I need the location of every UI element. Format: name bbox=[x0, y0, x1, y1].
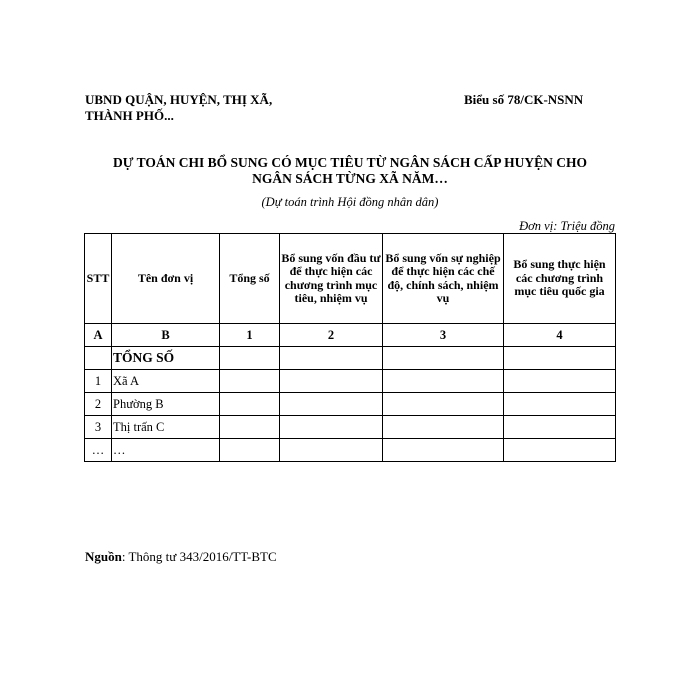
table-cell bbox=[504, 370, 616, 393]
header-recurrent: Bổ sung vốn sự nghiệp để thực hiện các chế độ, chính sách, nhiệm vụ bbox=[383, 234, 504, 324]
authority-line-1: UBND QUẬN, HUYỆN, THỊ XÃ, bbox=[85, 92, 273, 107]
table-cell bbox=[383, 416, 504, 439]
source-text: : Thông tư 343/2016/TT-BTC bbox=[121, 549, 277, 564]
code-4: 4 bbox=[504, 324, 616, 347]
table-cell bbox=[280, 370, 383, 393]
source-note bbox=[85, 549, 277, 565]
table-cell bbox=[280, 347, 383, 370]
document-title bbox=[80, 155, 620, 187]
table-cell bbox=[504, 416, 616, 439]
total-row bbox=[85, 347, 616, 370]
table-cell bbox=[220, 347, 280, 370]
row-stt: 1 bbox=[85, 370, 112, 393]
table-cell bbox=[220, 393, 280, 416]
table-cell bbox=[85, 347, 112, 370]
code-a: A bbox=[85, 324, 112, 347]
table-cell bbox=[220, 370, 280, 393]
table-cell bbox=[220, 416, 280, 439]
table-cell bbox=[383, 347, 504, 370]
table-row bbox=[85, 439, 616, 462]
table-cell bbox=[383, 393, 504, 416]
code-3: 3 bbox=[383, 324, 504, 347]
table-row bbox=[85, 393, 616, 416]
row-stt: 2 bbox=[85, 393, 112, 416]
form-code: Biểu số 78/CK-NSNN bbox=[464, 92, 584, 107]
table-cell bbox=[383, 370, 504, 393]
source-label: Nguồn bbox=[85, 549, 122, 564]
row-name: Xã A bbox=[112, 370, 220, 393]
budget-table bbox=[84, 233, 616, 462]
header-unit-name: Tên đơn vị bbox=[112, 234, 220, 324]
code-2: 2 bbox=[280, 324, 383, 347]
table-cell bbox=[280, 393, 383, 416]
code-b: B bbox=[112, 324, 220, 347]
code-1: 1 bbox=[220, 324, 280, 347]
row-name: Thị trấn C bbox=[112, 416, 220, 439]
authority-line-2: THÀNH PHỐ... bbox=[85, 108, 174, 123]
table-cell bbox=[504, 393, 616, 416]
row-stt: … bbox=[85, 439, 112, 462]
row-name: Phường B bbox=[112, 393, 220, 416]
unit-label: Đơn vị: Triệu đồng bbox=[519, 219, 615, 233]
table-cell bbox=[504, 439, 616, 462]
table-row bbox=[85, 416, 616, 439]
table-cell bbox=[280, 416, 383, 439]
header-national-program: Bổ sung thực hiện các chương trình mục tiêu quốc gia bbox=[504, 234, 616, 324]
issuing-authority bbox=[85, 92, 272, 124]
title-line-1: DỰ TOÁN CHI BỔ SUNG CÓ MỤC TIÊU TỪ NGÂN SÁCH CẤP HUYỆN CHO bbox=[113, 155, 587, 170]
row-name: … bbox=[112, 439, 220, 462]
table-cell bbox=[504, 347, 616, 370]
row-stt: 3 bbox=[85, 416, 112, 439]
table-cell bbox=[220, 439, 280, 462]
table-cell bbox=[383, 439, 504, 462]
title-line-2: NGÂN SÁCH TỪNG XÃ NĂM… bbox=[252, 171, 448, 186]
header-investment: Bổ sung vốn đầu tư để thực hiện các chương trình mục tiêu, nhiệm vụ bbox=[280, 234, 383, 324]
table-code-row bbox=[85, 324, 616, 347]
table-row bbox=[85, 370, 616, 393]
table-header-row bbox=[85, 234, 616, 324]
document-subtitle: (Dự toán trình Hội đồng nhân dân) bbox=[261, 195, 439, 209]
total-label: TỔNG SỐ bbox=[112, 347, 220, 370]
header-stt: STT bbox=[85, 234, 112, 324]
table-cell bbox=[280, 439, 383, 462]
header-total: Tổng số bbox=[220, 234, 280, 324]
